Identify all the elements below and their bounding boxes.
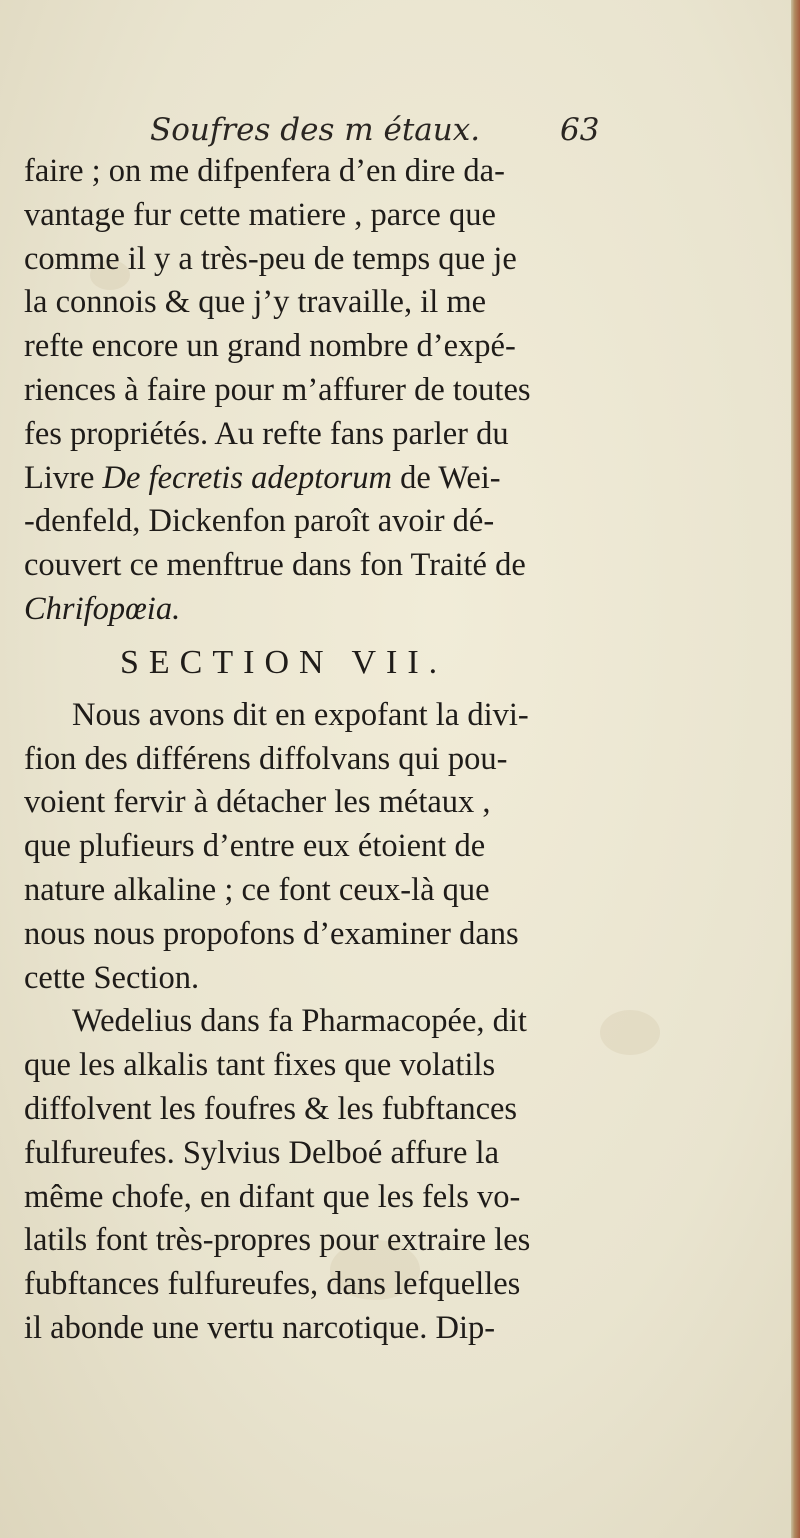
text-line: que les alkalis tant fixes que volatils xyxy=(24,1047,496,1084)
text-run: Livre xyxy=(24,459,103,496)
text-line: cette Section. xyxy=(24,959,200,996)
text-line: voient fervir à détacher les métaux , xyxy=(24,784,491,821)
text-line: comme il y a très-peu de temps que je xyxy=(24,240,517,277)
text-line: Chrifopœia. xyxy=(24,590,181,627)
text-line: fulfureufes. Sylvius Delboé affure la xyxy=(24,1134,500,1171)
text-line: Nous avons dit en expofant la divi- xyxy=(72,696,529,733)
text-line: que plufieurs d’entre eux étoient de xyxy=(24,828,486,865)
page-edge xyxy=(791,0,800,1538)
page-body xyxy=(24,150,604,1351)
text-line: vantage fur cette matiere , parce que xyxy=(24,196,496,233)
text-line: refte encore un grand nombre d’expé- xyxy=(24,328,516,365)
text-line: faire ; on me difpenfera d’en dire da- xyxy=(24,153,505,189)
paper-stain xyxy=(600,1010,660,1055)
text-line: nous nous propofons d’examiner dans xyxy=(24,915,519,952)
text-line: riences à faire pour m’affurer de toutes xyxy=(24,371,531,408)
text-line: il abonde une vertu narcotique. Dip- xyxy=(24,1309,496,1346)
text-line: Wedelius dans fa Pharmacopée, dit xyxy=(72,1003,527,1040)
text-line: diffolvent les foufres & les fubftances xyxy=(24,1090,518,1127)
text-line: la connois & que j’y travaille, il me xyxy=(24,284,487,321)
text-line: fes propriétés. Au refte fans parler du xyxy=(24,415,509,452)
text-line: nature alkaline ; ce font ceux-là que xyxy=(24,871,490,908)
page-number: 63 xyxy=(560,112,600,148)
running-title: Soufres des m étaux. xyxy=(150,112,481,148)
book-title-italic: De fecretis adeptorum xyxy=(102,459,392,496)
text-line xyxy=(24,457,604,501)
text-line: latils font très-propres pour extraire les xyxy=(24,1222,531,1259)
text-line: même chofe, en difant que les fels vo- xyxy=(24,1178,521,1215)
text-line: fubftances fulfureufes, dans lefquelles xyxy=(24,1266,521,1303)
text-line: couvert ce menftrue dans fon Traité de xyxy=(24,547,526,584)
section-heading: SECTION VII. xyxy=(120,643,448,681)
text-run: de Wei- xyxy=(391,459,501,496)
text-line: fion des différens diffolvans qui pou- xyxy=(24,740,508,777)
text-line: -denfeld, Dickenfon paroît avoir dé- xyxy=(24,503,495,540)
